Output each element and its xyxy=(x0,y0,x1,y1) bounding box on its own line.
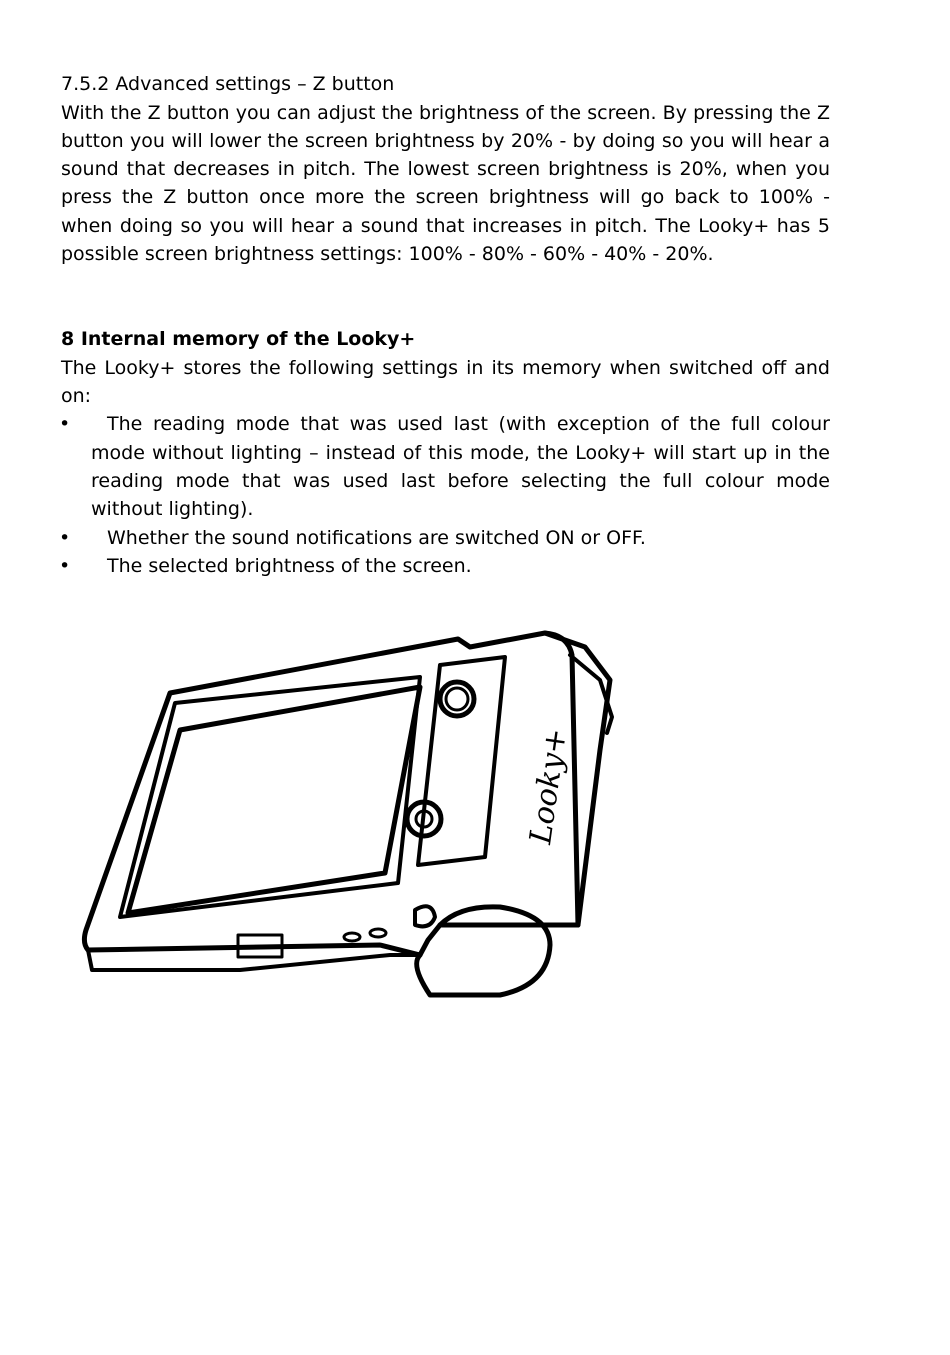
spacer xyxy=(61,268,830,325)
document-page xyxy=(61,70,830,580)
list-item xyxy=(61,524,830,552)
list-item-text: The reading mode that was used last (with exception of the full colour mode without lighting – instead of this mode, the Looky+ will start up in the reading mode that was used last before selecting the full colour mode without lighting). xyxy=(91,413,830,521)
list-item xyxy=(61,552,830,580)
bullet-icon: • xyxy=(59,526,71,549)
section-intro-8: The Looky+ stores the following settings in its memory when switched off and on: xyxy=(61,356,830,408)
small-button-icon xyxy=(370,929,386,937)
bullet-icon: • xyxy=(59,413,71,436)
small-button-icon xyxy=(344,933,360,941)
device-illustration xyxy=(80,625,630,1005)
list-item xyxy=(61,410,830,523)
section-heading-8: 8 Internal memory of the Looky+ xyxy=(61,328,416,351)
section-heading-7-5-2: 7.5.2 Advanced settings – Z button xyxy=(61,73,395,95)
brand-text: Looky+ xyxy=(523,726,575,847)
bullet-icon: • xyxy=(59,554,71,577)
section-body-7-5-2: With the Z button you can adjust the brightness of the screen. By pressing the Z button you will lower the screen brightness by 20% - by doing so you will hear a sound that decreases in pitch. The lowest screen brightness is 20%, when you press the Z button once more the screen brightness will go back to 100% - when doing so you will hear a sound that increases in pitch. The Looky+ has 5 possible screen brightness settings: 100% - 80% - 60% - 40% - 20%. xyxy=(61,101,830,265)
list-item-text: Whether the sound notifications are switched ON or OFF. xyxy=(107,526,646,549)
stand-cylinder xyxy=(417,907,550,995)
bullet-list xyxy=(61,410,830,580)
list-item-text: The selected brightness of the screen. xyxy=(107,554,472,577)
